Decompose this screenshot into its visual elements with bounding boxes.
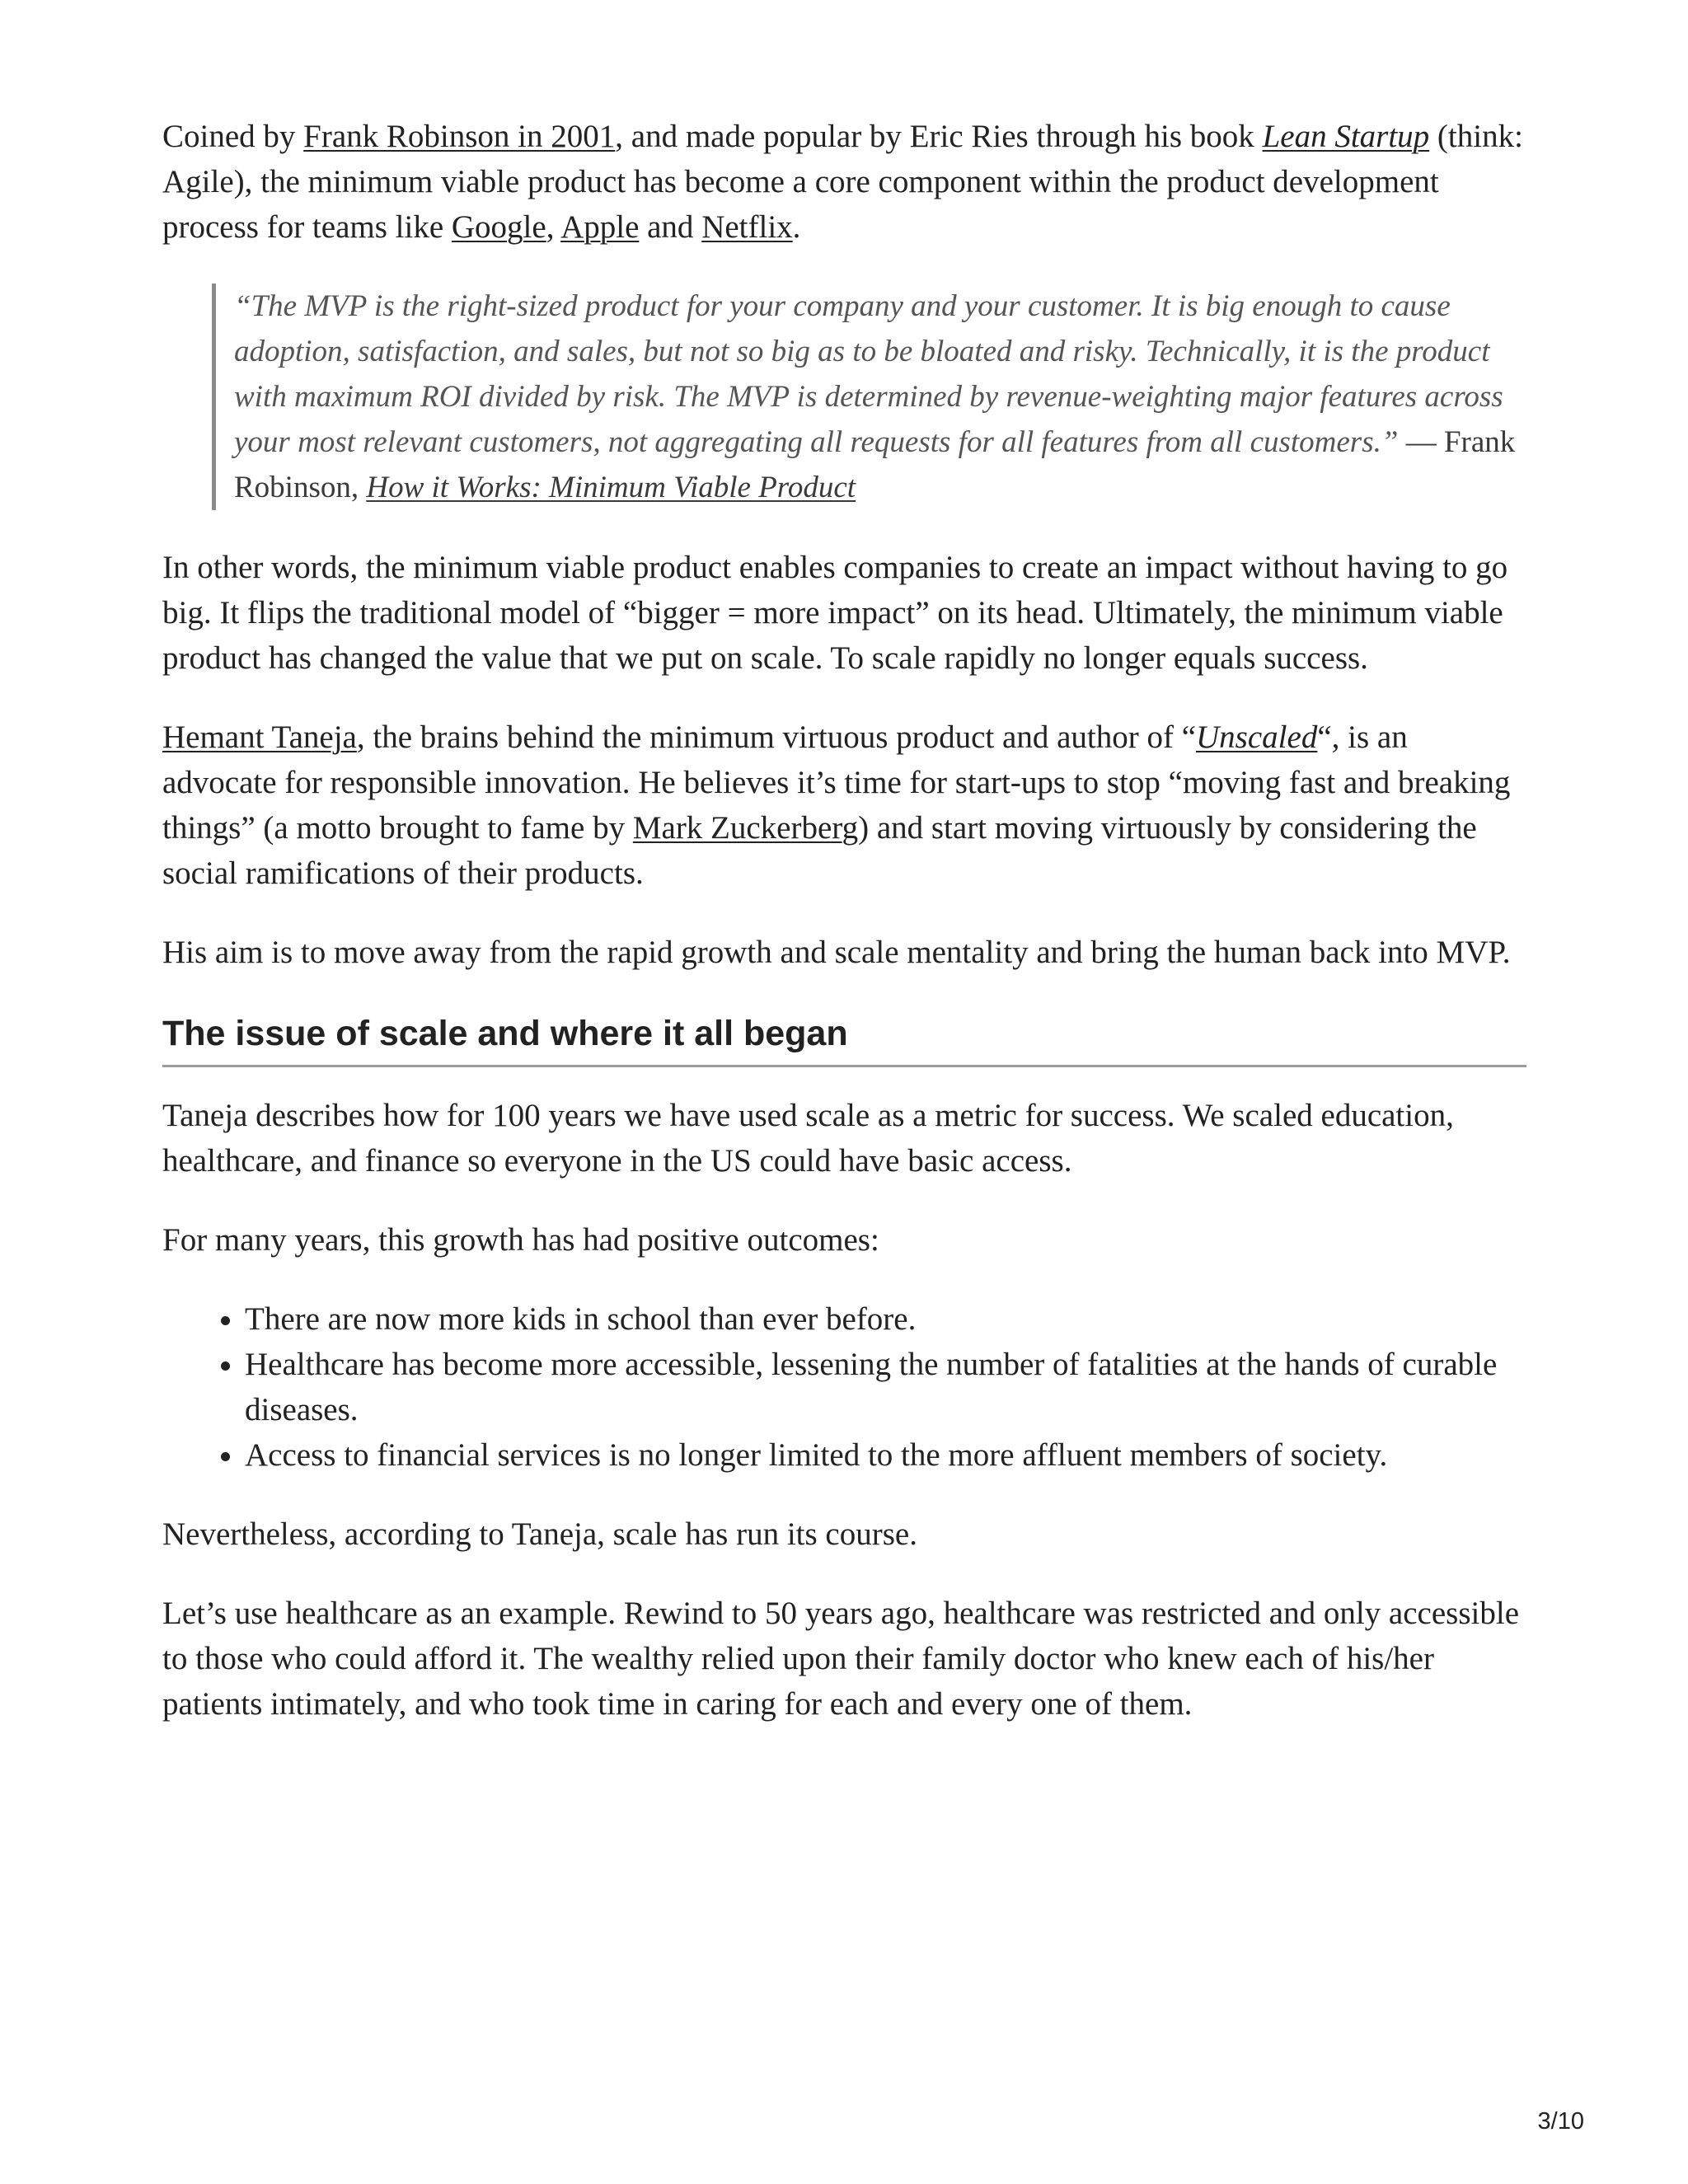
taneja-text-1: , the brains behind the minimum virtuous product and author of “ xyxy=(356,719,1197,755)
list-item: • Access to financial services is no longer limited to the more affluent members of society. xyxy=(245,1432,1526,1478)
google-link[interactable]: Google xyxy=(451,209,546,245)
page-number: 3/10 xyxy=(1537,2108,1584,2135)
other-words-paragraph: In other words, the minimum viable product enables companies to create an impact without having to go big. It flips the traditional model of “bigger = more impact” on its head. Ultimately, the minimum viable product has changed the value that we put on scale. To scale rapidly no longer equals success. xyxy=(162,550,1508,676)
intro-text-5: and xyxy=(639,209,702,245)
taneja-paragraph xyxy=(162,715,1526,896)
hemant-taneja-link[interactable]: Hemant Taneja xyxy=(162,719,357,755)
nevertheless-paragraph: Nevertheless, according to Taneja, scale has run its course. xyxy=(162,1516,917,1552)
intro-text-6: . xyxy=(792,209,801,245)
mark-zuckerberg-link[interactable]: Mark Zuckerberg xyxy=(632,810,859,846)
lean-startup-link[interactable]: Lean Startup xyxy=(1262,119,1430,154)
how-it-works-link[interactable]: How it Works: Minimum Viable Product xyxy=(366,471,856,504)
aim-paragraph: His aim is to move away from the rapid growth and scale mentality and bring the human back into MVP. xyxy=(162,935,1511,970)
intro-text-4: , xyxy=(546,209,561,245)
healthcare-paragraph: Let’s use healthcare as an example. Rewind to 50 years ago, healthcare was restricted and only accessible to those who could afford it. The wealthy relied upon their family doctor who knew each of his/her patients intimately, and who took time in caring for each and every one of them. xyxy=(162,1596,1519,1722)
section-heading: The issue of scale and where it all began xyxy=(162,1009,1526,1067)
taneja-text-2: “, is an advocate for responsible innovation. He believes it’s time for start-ups to stop “moving fast and breaking things” (a motto brought to fame by xyxy=(162,719,1511,846)
taneja-describes-paragraph: Taneja describes how for 100 years we have used scale as a metric for success. We scaled education, healthcare, and finance so everyone in the US could have basic access. xyxy=(162,1098,1454,1179)
intro-text-3: (think: Agile), the minimum viable product has become a core component within the product development process for teams like xyxy=(162,119,1523,245)
unscaled-link[interactable]: Unscaled xyxy=(1196,719,1318,755)
quote-text: “The MVP is the right-sized product for your company and your customer. It is big enough to cause adoption, satisfaction, and sales, but not so big as to be bloated and risky. Technically, it is the product with maximum ROI divided by risk. The MVP is determined by revenue-weighting major features across your most relevant customers, not aggregating all requests for all features from all customers.” xyxy=(234,289,1503,459)
intro-text-1: Coined by xyxy=(162,119,304,154)
mvp-quote xyxy=(212,284,1526,510)
taneja-text-3: ) and start moving virtuously by considering the social ramifications of their products. xyxy=(162,810,1477,891)
list-item: • Healthcare has become more accessible, lessening the number of fatalities at the hands of curable diseases. xyxy=(245,1342,1526,1432)
quote-attribution-text: — Frank Robinson, xyxy=(234,425,1516,504)
list-item: • There are now more kids in school than ever before. xyxy=(245,1296,1526,1342)
outcomes-list xyxy=(162,1296,1526,1478)
article-body xyxy=(162,114,1526,1760)
netflix-link[interactable]: Netflix xyxy=(701,209,793,245)
frank-robinson-link[interactable]: Frank Robinson in 2001 xyxy=(303,119,616,154)
intro-paragraph xyxy=(162,114,1526,250)
apple-link[interactable]: Apple xyxy=(560,209,640,245)
intro-text-2: , and made popular by Eric Ries through his book xyxy=(615,119,1263,154)
many-years-paragraph: For many years, this growth has had positive outcomes: xyxy=(162,1222,879,1258)
